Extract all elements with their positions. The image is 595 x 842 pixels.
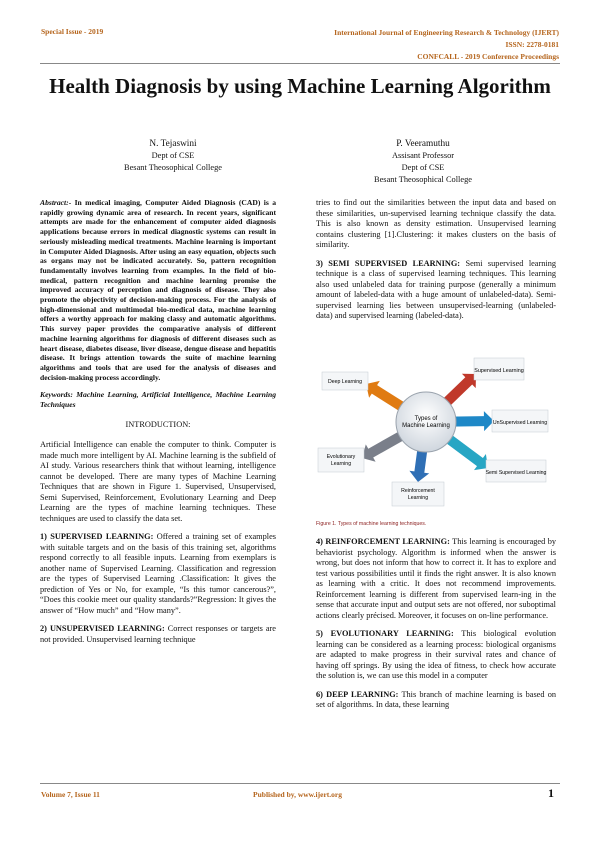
label-evolutionary (318, 448, 364, 472)
section-text: This biological evolution learning can be considered as a learning process: biological organisms are adapted to make progress in their survival rates and chance of having off springs. By using the idea of fitness, to check how accurate the solution is, we can use this model in a computer (316, 629, 557, 680)
intro-heading: INTRODUCTION: (125, 419, 191, 429)
conference-name: CONFCALL - 2019 Conference Proceedings (417, 52, 559, 61)
intro-text: Artificial Intelligence can enable the computer to think. Computer is made much more intelligent by AI. Machine learning is the subfield of AI study. Various researchers think that without learning, intelligence cannot be developed. There are many types of Machine Learning Techniques that are shown in Figure 1. Supervised, Unsupervised, Semi Supervised, Reinforcement, Evolutionary Learning and Deep Learning are the types of machine learning techniques. These techniques are used to classify the data set. (40, 440, 276, 523)
author-name: N. Tejaswini (149, 139, 197, 149)
section-heading: 2) UNSUPERVISED LEARNING: (40, 624, 165, 634)
label-semi-supervised (486, 460, 547, 482)
issn: ISSN: 2278-0181 (505, 40, 559, 49)
label-supervised (474, 358, 524, 380)
section-text: This branch of machine learning is based on set of algorithms. In data, these learning (316, 689, 556, 709)
paper-title: Health Diagnosis by using Machine Learning Algorithm (49, 74, 551, 98)
svg-text:EvolutionaryLearning: Evolutionary Learning (326, 453, 356, 467)
svg-text:Supervised Learning: Supervised Learning (474, 367, 524, 374)
footer-volume: Volume 7, Issue 11 (41, 790, 100, 799)
journal-name: International Journal of Engineering Research & Technology (IJERT) (334, 28, 559, 37)
header-right (259, 27, 559, 63)
svg-text:Deep Learning: Deep Learning (327, 378, 363, 385)
author-dept: Dept of CSE (401, 163, 445, 172)
section-evolutionary (316, 629, 556, 682)
author-dept: Dept of CSE (151, 151, 195, 160)
section-heading: 3) SEMI SUPERVISED LEARNING: (316, 258, 461, 268)
right-column (316, 198, 556, 719)
author-name: P. Veeramuthu (396, 139, 450, 149)
section-text: Correct responses or targets are not provided. Unsupervised learning technique (40, 624, 276, 644)
svg-text:UnSupervised Learning: UnSupervised Learning (492, 419, 548, 426)
section-semi-supervised (316, 259, 556, 322)
section-heading: 4) REINFORCEMENT LEARNING: (316, 537, 450, 546)
label-unsupervised (492, 410, 548, 432)
section-text: This learning is encouraged by behaviorist psychology. Algorithm is informed when the answer is wrong, but does not inform that how to correct it. It has to explore and test various possibilities until it finds the right answer. It is also known as learning with a critic. It does not recommend improvements. Reinforcement learning is different from supervised learn-ing in the sense that accurate input and output sets are not offered, nor suboptimal actions clearly précised. Moreover, it focuses on on-line performance. (316, 537, 556, 620)
section-heading: 1) SUPERVISED LEARNING: (40, 532, 154, 542)
center-circle (396, 392, 456, 452)
figure-caption: Figure 1. Types of machine learning techniques. (316, 520, 427, 527)
unsupervised-continued: tries to find out the similarities between the input data and based on these similarities, un-supervised learning technique classify the data. This is also known as density estimation. Unsupervised learning contains clustering [1].Clustering: it makes clusters on the basis of similarity. (316, 198, 556, 249)
author-2 (333, 138, 513, 186)
section-heading: 5) EVOLUTIONARY LEARNING: (316, 629, 454, 638)
footer-rule (40, 783, 560, 784)
header-left: Special Issue - 2019 (41, 27, 104, 36)
author-affiliation: Besant Theosophical College (124, 163, 222, 172)
figure-ml-types (316, 330, 552, 515)
section-text: Semi supervised learning technique is a class of supervised learning techniques. This learning also used unlabeled data for training purpose (generally a minimum amount of labeled-data with a huge amount of unlabeled-data). Semi-supervised learning lies between unsupervised-learning (unlabeled-data) and supervised learning (labeled-data). (316, 258, 557, 320)
section-heading: 6) DEEP LEARNING: (316, 689, 399, 699)
author-affiliation: Besant Theosophical College (374, 175, 472, 184)
page-number: 1 (548, 786, 554, 800)
abstract-text: In medical imaging, Computer Aided Diagnosis (CAD) is a rapidly growing dynamic area of research. In recent years, significant attempts are made for the enhancement of computer aided diagnosis applications because errors in medical diagnostic systems can result in seriously misleading medical treatments. Machine learning is important in Computer Aided Diagnosis. After using an easy equation, objects such as organs may not be indicated accurately. So, pattern recognition fundamentally involves learning from examples. In the field of bio-medical, pattern recognition and machine learning promise the improved accuracy of perception and diagnosis of disease. They also promote the objectivity of decision-making process. For the analysis of high-dimensional and multimodal bio-medical data, machine learning offers a worthy approach for making classy and automatic algorithms. This survey paper provides the comparative analysis of different machine learning algorithms for diagnosis of different diseases such as heart disease, diabetes disease, liver disease, dengue disease and hepatitis disease. It brings attention towards the suite of machine learning algorithms and tools that are used for the analysis of diseases and decision-making process accordingly. (40, 198, 276, 382)
label-reinforcement (392, 482, 444, 506)
svg-text:Semi Supervised Learning: Semi Supervised Learning (485, 469, 547, 476)
keywords: Keywords: Machine Learning, Artificial Intelligence, Machine Learning Techniques (40, 390, 276, 410)
section-deep (316, 690, 556, 711)
section-text: Offered a training set of examples with suitable targets and on the basis of this training set, algorithms respond correctly to all feasible inputs. Learning from exemplars is another name of Supervised Learning. Classification and regression are the types of Supervised Learning .Classification: It gives the prediction of Yes or No, for example, “Is this tumor cancerous?”, “Does this cookie meet our quality standards?”Regression: It gives the answer of “How much” and “How many”. (40, 532, 277, 615)
section-supervised (40, 532, 276, 616)
ml-types-diagram (316, 330, 552, 515)
arrow-unsupervised (450, 411, 494, 431)
abstract-label: Abstract:- (40, 198, 72, 207)
author-title: Assisant Professor (391, 151, 455, 160)
author-1 (83, 138, 263, 174)
section-reinforcement (316, 537, 556, 621)
footer-publisher: Published by, www.ijert.org (253, 790, 342, 799)
section-unsupervised (40, 624, 276, 645)
center-label: Types of Machine Learning (402, 415, 450, 429)
header-rule (40, 63, 560, 64)
svg-text:ReinforcementLearning: Reinforcement Learning (401, 487, 435, 501)
left-column (40, 198, 276, 653)
abstract (40, 198, 276, 382)
label-deep (322, 372, 368, 390)
